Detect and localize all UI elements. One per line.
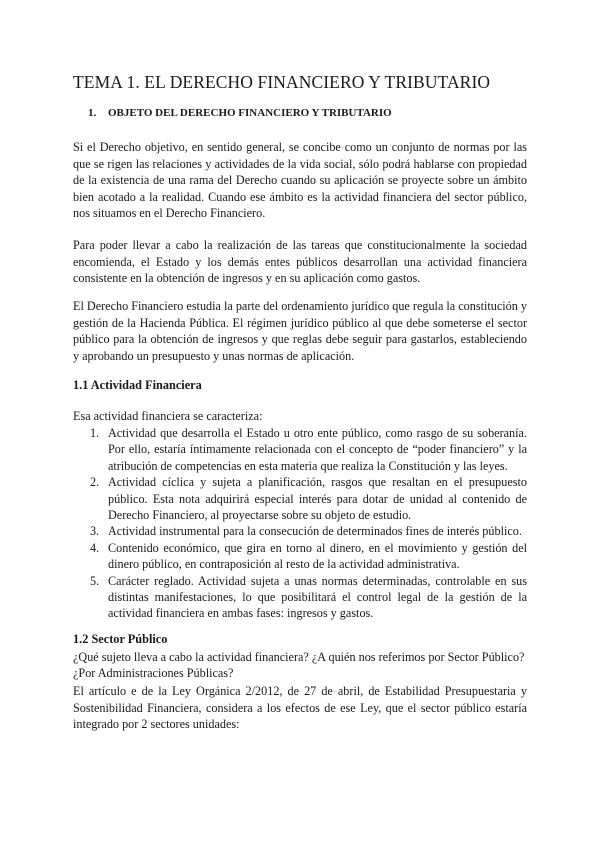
list-item-text: Actividad que desarrolla el Estado u otro ente público, como rasgo de su soberanía. Por ello, estaría íntimamente relacionada con el concepto de “poder financiero” y la atribución de competencias en esta materia que realiza la Constitución y las leyes. — [108, 426, 527, 473]
section-1-2-question: ¿Qué sujeto lleva a cabo la actividad financiera? ¿A quién nos referimos por Sector Público? ¿Por Administraciones Públicas? — [73, 650, 525, 681]
list-item-number: 2. — [90, 475, 100, 490]
section-1-2-heading: 1.2 Sector Público — [73, 632, 168, 646]
section-1-2-text: El artículo e de la Ley Orgánica 2/2012, de 27 de abril, de Estabilidad Presupuestaria y Sostenibilidad Financiera, considera a los efectos de ese Ley, que el sector público estaría integrado por 2 sectores unidades: — [73, 684, 527, 732]
list-item — [73, 573, 527, 622]
characteristics-list — [73, 425, 527, 622]
paragraph-2: Para poder llevar a cabo la realización de las tareas que constitucionalmente la sociedad encomienda, el Estado y los demás entes públicos desarrollan una actividad financiera consistente en la obtención de ingresos y en su aplicación como gastos. — [73, 238, 527, 286]
document-title: TEMA 1. EL DERECHO FINANCIERO Y TRIBUTARIO — [73, 72, 491, 92]
section-1-1-intro: Esa actividad financiera se caracteriza: — [73, 409, 263, 423]
list-item-number: 3. — [90, 524, 100, 539]
section-1-number: 1. — [88, 107, 97, 119]
section-1-heading-text: OBJETO DEL DERECHO FINANCIERO Y TRIBUTARIO — [108, 107, 392, 119]
list-item-number: 1. — [90, 426, 100, 440]
list-item — [73, 523, 527, 539]
list-item — [73, 474, 527, 523]
list-item-number: 5. — [90, 573, 100, 588]
list-item-text: Carácter reglado. Actividad sujeta a unas normas determinadas, controlable en sus distintas manifestaciones, lo que posibilitará el control legal de la gestión de la actividad financiera en ambas fases: ingresos y gastos. — [108, 573, 527, 621]
list-item — [73, 540, 527, 573]
section-1-1-heading: 1.1 Actividad Financiera — [73, 378, 202, 392]
list-item-number: 4. — [90, 540, 100, 555]
paragraph-1: Si el Derecho objetivo, en sentido general, se concibe como un conjunto de normas por las que se rigen las relaciones y actividades de la vida social, sólo podrá hablarse con propiedad de la existencia de una rama del Derecho cuando su aplicación se proyecte sobre un ámbito bien acotado a la realidad. Cuando ese ámbito es la actividad financiera del sector público, nos situamos en el Derecho Financiero. — [73, 140, 527, 221]
list-item-text: Actividad instrumental para la consecución de determinados fines de interés público. — [108, 524, 522, 539]
section-1-heading — [88, 107, 528, 119]
list-item — [73, 425, 527, 474]
paragraph-3: El Derecho Financiero estudia la parte del ordenamiento jurídico que regula la constitución y gestión de la Hacienda Pública. El régimen jurídico público al que debe someterse el sector público para la obtención de ingresos y que reglas debe seguir para gastarlos, estableciendo y aprobando un presupuesto y unas normas de aplicación. — [73, 299, 527, 363]
list-item-text: Actividad cíclica y sujeta a planificación, rasgos que resaltan en el presupuesto público. Esta nota adquirirá especial interés para dotar de unidad al contenido de Derecho Financiero, al proyectarse sobre su objeto de estudio. — [108, 475, 527, 523]
list-item-text: Contenido económico, que gira en torno al dinero, en el movimiento y gestión del dinero público, en contraposición al resto de la actividad administrativa. — [108, 540, 527, 572]
